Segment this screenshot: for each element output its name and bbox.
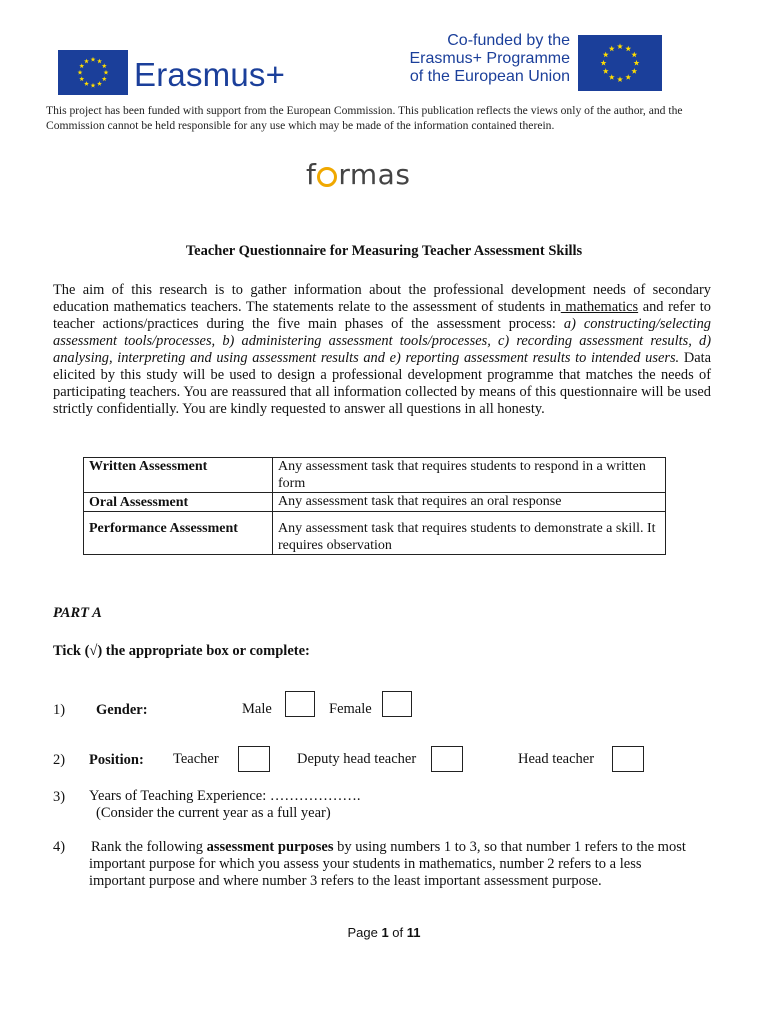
intro-text-1: The aim of this research is to gather information about the professional development needs of secondary education mathematics teachers. The statements relate to the assessment of students in (53, 282, 711, 315)
question-number: 4) (53, 839, 66, 855)
eu-star-icon (104, 70, 109, 75)
eu-star-icon (625, 46, 631, 52)
definition-text: Any assessment task that requires an oral response (273, 493, 666, 512)
male-checkbox[interactable] (285, 691, 315, 717)
eu-star-icon (79, 63, 84, 68)
table-row (84, 458, 666, 493)
definition-term: Written Assessment (84, 458, 273, 493)
eu-star-icon (631, 52, 637, 58)
erasmus-wordmark: Erasmus+ (134, 56, 286, 93)
eu-flag-icon (58, 50, 128, 95)
gender-label: Gender: (96, 702, 148, 718)
definition-term: Performance Assessment (84, 512, 273, 555)
part-heading: PART A (53, 605, 102, 621)
formas-logo: f rmas (306, 158, 411, 191)
instruction-text: Tick (√) the appropriate box or complete: (53, 643, 310, 659)
eu-star-icon (603, 52, 609, 58)
eu-star-icon (91, 57, 96, 62)
eu-star-icon (91, 83, 96, 88)
intro-paragraph (53, 282, 711, 418)
eu-star-icon (609, 46, 615, 52)
cofunded-text (410, 32, 571, 86)
funding-disclaimer: This project has been funded with support from the European Commission. This publication reflects the views only of the author, and the Commission cannot be held responsible for any use which may be made of the information contained therein. (46, 104, 683, 132)
eu-star-icon (102, 63, 107, 68)
cofunded-line-3: of the European Union (409, 68, 570, 85)
eu-star-icon (625, 74, 631, 80)
option-deputy-head-label: Deputy head teacher (297, 751, 417, 767)
page-number (0, 925, 768, 940)
eu-star-icon (634, 60, 640, 66)
question-number: 2) (53, 752, 66, 768)
table-row (84, 512, 666, 555)
eu-star-icon (84, 59, 89, 64)
cofunded-line-2: Erasmus+ Programme (409, 50, 570, 67)
intro-text-3: Data elicited by this study will be used to design a professional development programme that matches the needs of participating teachers. You are reassured that all information collected by means of this questionnaire will be used strictly confidentially. You are kindly requested to answer all questions in all honesty. (53, 350, 711, 417)
current-page: 1 (381, 925, 389, 940)
option-female-label: Female (329, 701, 372, 717)
eu-star-icon (617, 76, 623, 82)
question-4-text (89, 839, 689, 890)
intro-text-2: and refer to teacher actions/practices during the five main phases of the assessment process: (53, 299, 712, 332)
intro-phases: a) constructing/selecting assessment tools/processes, b) administering assessment tools/processes, c) recording assessment results, d) analysing, interpreting and using assessment results and e) reporting assessment results to intended users. (53, 316, 711, 366)
option-male-label: Male (242, 701, 272, 717)
option-teacher-label: Teacher (173, 751, 219, 767)
teaching-experience-field[interactable]: Years of Teaching Experience: ………………. (89, 788, 361, 804)
eu-star-icon (97, 59, 102, 64)
option-head-teacher-label: Head teacher (518, 751, 595, 767)
deputy-head-teacher-checkbox[interactable] (431, 746, 463, 772)
eu-star-icon (603, 68, 609, 74)
document-title: Teacher Questionnaire for Measuring Teacher Assessment Skills (185, 243, 583, 259)
definition-text: Any assessment task that requires students to demonstrate a skill. It requires observation (273, 512, 666, 555)
eu-star-icon (97, 81, 102, 86)
teacher-checkbox[interactable] (238, 746, 270, 772)
eu-flag-icon (578, 35, 662, 91)
head-teacher-checkbox[interactable] (612, 746, 644, 772)
assessment-definitions-table (83, 457, 666, 555)
formas-logo-mark-icon (317, 167, 337, 187)
definition-text: Any assessment task that requires students to respond in a written form (273, 458, 666, 493)
position-label: Position: (89, 752, 144, 768)
eu-star-icon (609, 74, 615, 80)
eu-star-icon (102, 76, 107, 81)
table-row (84, 493, 666, 512)
page-of: of (388, 925, 407, 940)
eu-star-icon (631, 68, 637, 74)
female-checkbox[interactable] (382, 691, 412, 717)
eu-star-icon (617, 43, 623, 49)
teaching-experience-note: (Consider the current year as a full year) (96, 805, 331, 821)
question-number: 3) (53, 789, 66, 805)
eu-star-icon (601, 60, 607, 66)
eu-star-icon (78, 70, 83, 75)
q4-bold: assessment purposes (206, 839, 334, 855)
intro-underlined-word: mathematics (560, 299, 639, 315)
question-number: 1) (53, 702, 66, 718)
eu-star-icon (79, 76, 84, 81)
q4-text-before: Rank the following (91, 839, 207, 855)
definition-term: Oral Assessment (84, 493, 273, 512)
page-prefix: Page (347, 925, 382, 940)
eu-star-icon (84, 81, 89, 86)
q4-text-after: by using numbers 1 to 3, so that number 1 refers to the most important purpose for which you assess your students in mathematics, number 2 refers to a less important purpose and where number 3 refers to the least important assessment purpose. (89, 839, 686, 889)
total-pages: 11 (406, 925, 421, 940)
cofunded-line-1: Co-funded by the (447, 32, 570, 49)
